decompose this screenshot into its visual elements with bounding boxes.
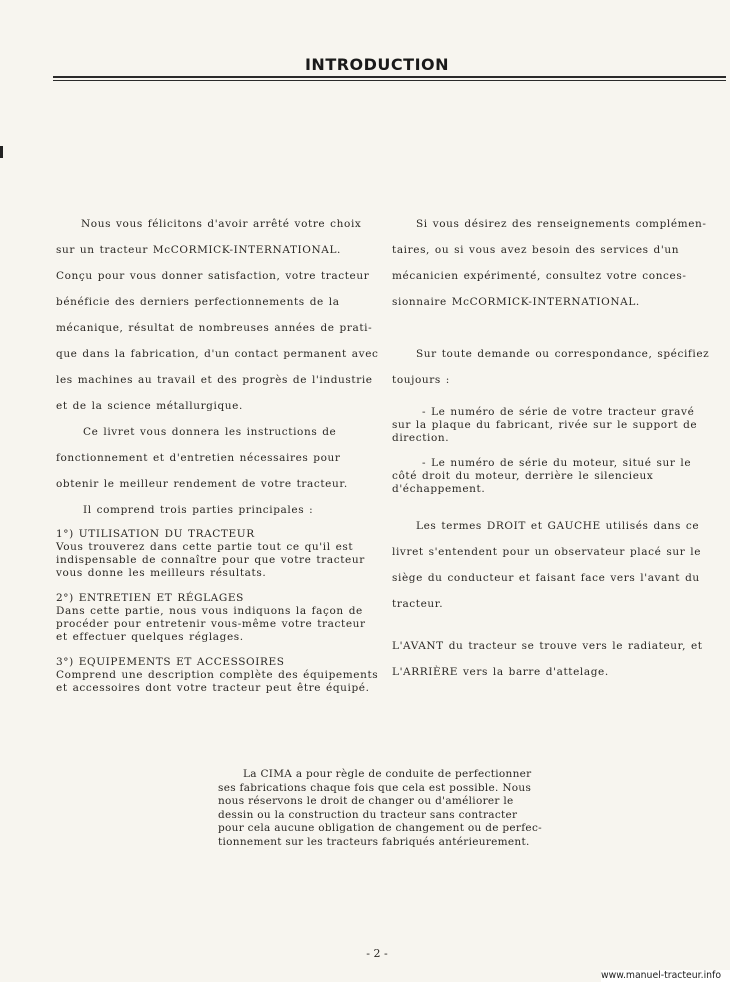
text-line: vous donne les meilleurs résultats. <box>56 567 267 579</box>
dealer-paragraph <box>392 216 707 320</box>
text-line: Nous vous félicitons d'avoir arrêté votre choix <box>81 218 362 230</box>
text-line: fonctionnement et d'entretien nécessaires pour <box>56 452 341 464</box>
spacer <box>392 320 698 346</box>
page-number: - 2 - <box>366 947 388 960</box>
text-line: mécanique, résultat de nombreuses années de prati- <box>56 322 373 334</box>
text-line: côté droit du moteur, derrière le silencieux <box>392 470 654 482</box>
parts-intro: Il comprend trois parties principales : <box>83 504 314 516</box>
watermark-url: www.manuel-tracteur.info <box>601 970 730 982</box>
title-rule-bottom <box>53 80 726 81</box>
request-paragraph <box>392 346 710 398</box>
section-heading: 1°) UTILISATION DU TRACTEUR <box>56 528 255 540</box>
text-line: Ce livret vous donnera les instructions de <box>83 426 337 438</box>
spacer <box>392 622 698 638</box>
text-line: - Le numéro de série de votre tracteur gravé <box>422 406 695 418</box>
serial-item-tractor <box>392 406 698 445</box>
cima-notice <box>218 768 548 849</box>
text-line: ses fabrications chaque fois que cela est possible. Nous <box>218 781 532 794</box>
section-entretien <box>56 592 366 644</box>
section-heading: 3°) EQUIPEMENTS ET ACCESSOIRES <box>56 656 285 668</box>
text-line: toujours : <box>392 374 450 386</box>
text-line: et accessoires dont votre tracteur peut être équipé. <box>56 682 370 694</box>
left-column <box>56 216 379 707</box>
text-line: Dans cette partie, nous vous indiquons la façon de <box>56 605 363 617</box>
text-line: sur la plaque du fabricant, rivée sur le support de <box>392 419 698 431</box>
text-line: Si vous désirez des renseignements complémen- <box>416 218 707 230</box>
text-line: bénéficie des derniers perfectionnements de la <box>56 296 340 308</box>
text-line: tracteur. <box>392 598 444 610</box>
text-line: Vous trouverez dans cette partie tout ce qu'il est <box>56 541 354 553</box>
scan-edge-mark <box>0 146 3 158</box>
section-heading: 2°) ENTRETIEN ET RÉGLAGES <box>56 592 244 604</box>
section-equipements <box>56 656 379 695</box>
text-line: et de la science métallurgique. <box>56 400 243 412</box>
section-utilisation <box>56 528 366 580</box>
text-line: tionnement sur les tracteurs fabriqués antérieurement. <box>218 835 530 848</box>
text-line: direction. <box>392 432 450 444</box>
text-line: procéder pour entretenir vous-même votre tracteur <box>56 618 366 630</box>
text-line: Conçu pour vous donner satisfaction, votre tracteur <box>56 270 370 282</box>
welcome-paragraph <box>56 216 379 424</box>
serial-item-engine <box>392 457 698 496</box>
text-line: que dans la fabrication, d'un contact permanent avec <box>56 348 379 360</box>
text-line: La CIMA a pour règle de conduite de perfectionner <box>243 768 532 780</box>
text-line: d'échappement. <box>392 483 486 495</box>
text-line: taires, ou si vous avez besoin des services d'un <box>392 244 680 256</box>
text-line: L'AVANT du tracteur se trouve vers le radiateur, et <box>392 640 703 652</box>
text-line: Les termes DROIT et GAUCHE utilisés dans ce <box>416 520 700 532</box>
text-line: mécanicien expérimenté, consultez votre conces- <box>392 270 687 282</box>
text-line: nous réservons le droit de changer ou d'améliorer le <box>218 795 514 807</box>
text-line: sur un tracteur McCORMICK-INTERNATIONAL. <box>56 244 341 256</box>
text-line: les machines au travail et des progrès de l'industrie <box>56 374 373 386</box>
text-line: obtenir le meilleur rendement de votre tracteur. <box>56 478 348 490</box>
spacer <box>392 508 698 518</box>
text-line: dessin ou la construction du tracteur sans contracter <box>218 808 518 821</box>
spacer <box>392 398 698 406</box>
terms-paragraph <box>392 518 702 622</box>
text-line: - Le numéro de série du moteur, situé sur le <box>422 457 692 469</box>
title-rule-top <box>53 76 726 78</box>
right-column <box>392 216 710 690</box>
text-line: pour cela aucune obligation de changement ou de perfec- <box>218 822 542 834</box>
page-title: INTRODUCTION <box>304 55 450 74</box>
orientation-paragraph <box>392 638 703 690</box>
text-line: Comprend une description complète des équipements <box>56 669 379 681</box>
text-line: siège du conducteur et faisant face vers l'avant du <box>392 572 700 584</box>
text-line: Sur toute demande ou correspondance, spécifiez <box>416 348 710 360</box>
text-line: L'ARRIÈRE vers la barre d'attelage. <box>392 666 609 678</box>
text-line: indispensable de connaître pour que votre tracteur <box>56 554 365 566</box>
text-line: sionnaire McCORMICK-INTERNATIONAL. <box>392 296 640 308</box>
booklet-paragraph <box>56 424 366 502</box>
text-line: et effectuer quelques réglages. <box>56 631 244 643</box>
text-line: livret s'entendent pour un observateur placé sur le <box>392 546 702 558</box>
